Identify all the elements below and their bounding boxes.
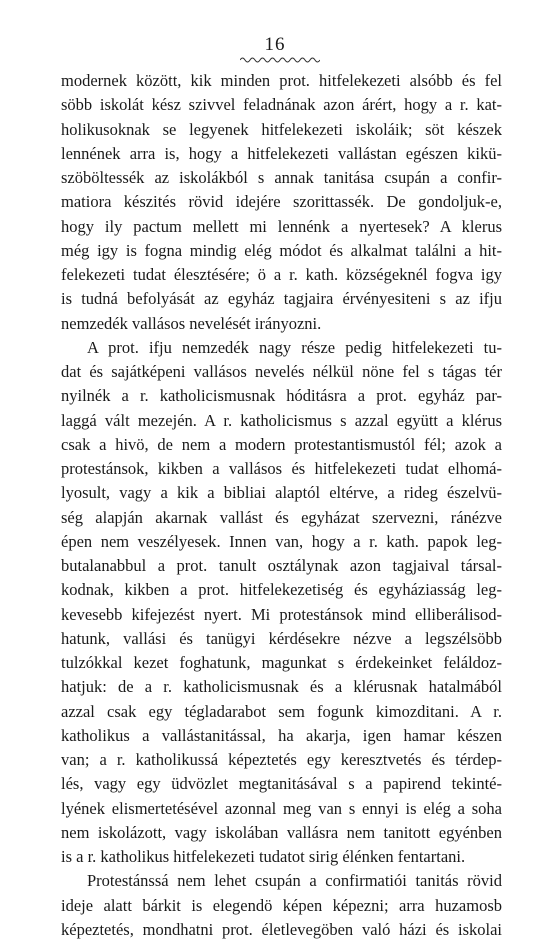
text-line: matiora készités rövid idejére szorittassék. De gondoljuk-e,	[61, 192, 502, 212]
text-line: nem iskolázott, vagy iskolában vallásra nem tanitott egyénben	[61, 822, 502, 842]
text-line: hogy ily pactum mellett mi lennénk a nyertesek? A klerus	[61, 216, 502, 236]
text-line: butalanabbul a prot. tanult osztálynak azon tagjaival társal-	[61, 556, 502, 575]
body-text	[61, 69, 502, 942]
text-line: lyosult, vagy a kik a bibliai alaptól eltérve, a rideg észelvü-	[61, 483, 502, 503]
text-line: tulzókkal kezet foghatunk, magunkat s érdekeinket feláldoz-	[61, 653, 502, 672]
text-line: lennének arra is, hogy a hitfelekezeti vallástan egészen kikü-	[61, 143, 502, 163]
text-line: kodnak, kikben a prot. hitfelekezetiség és egyháziasság leg-	[61, 580, 502, 600]
text-line: szöböltessék az iskolákból s annak tanitása csupán a confir-	[61, 168, 502, 187]
text-line: még igy is fogna mindig elég módot és alkalmat találni a hit-	[61, 240, 502, 260]
text-line: protestánsok, kikben a vallásos és hitfelekezeti tudat elhomá-	[61, 459, 502, 478]
text-line: hatjuk: de a r. katholicismusnak és a klérusnak hatalmából	[61, 677, 502, 697]
text-line: is a r. katholikus hitfelekezeti tudatot sirig élénken fentartani.	[61, 847, 466, 866]
text-line: hatunk, vallási és tanügyi kérdésekre nézve a legszélsöbb	[61, 628, 502, 648]
text-line: van; a r. katholikussá képeztetés egy keresztvetés és térdep-	[61, 750, 502, 769]
wavy-ornament	[240, 56, 320, 64]
text-line: épen nem veszélyesek. Innen van, hogy a r. kath. papok leg-	[61, 531, 502, 551]
page-number: 16	[264, 34, 286, 55]
text-line: lyének elismertetésével azonnal meg van s ennyi is elég a soha	[61, 798, 502, 818]
text-line: csak a hivö, de nem a modern protestantismustól fél; azok a	[61, 434, 502, 454]
text-line: azzal csak egy tégladarabot sem fogunk kimozditani. A r.	[61, 701, 502, 721]
text-line: nemzedék vallásos nevelését irányozni.	[61, 313, 322, 333]
text-line: holikusoknak se legyenek hitfelekezeti iskoláik; söt készek	[61, 119, 502, 139]
text-line: ség alapján akarnak vallást és egyházat szervezni, ránézve	[61, 507, 502, 527]
text-line: kevesebb kifejezést nyert. Mi protestánsok mind elliberálisod-	[61, 604, 502, 624]
text-line: nyilnék a r. katholicismusnak hóditásra a prot. egyház par-	[61, 386, 502, 406]
text-line: A prot. ifju nemzedék nagy része pedig hitfelekezeti tu-	[87, 337, 502, 357]
text-line: söbb iskolát kész szivvel feladnának azon árért, hogy a r. kat-	[61, 95, 502, 115]
text-line: is tudná befolyását az egyház tagjaira érvényesiteni s az ifju	[61, 289, 502, 309]
text-line: ideje alatt bárkit is elegendö képen képezni; arra huzamosb	[61, 895, 502, 915]
text-line: dat és sajátképeni vallásos nevelés nélkül nöne fel s tágas tér	[61, 362, 502, 381]
text-line: lés, vagy egy üdvözlet megtanitásával s a papirend tekinté-	[61, 774, 502, 794]
text-line: laggá vált mezején. A r. katholicismus s azzal együtt a klérus	[61, 410, 502, 430]
text-line: felekezeti tudat élesztésére; ö a r. kath. községeknél fogva igy	[61, 265, 502, 284]
text-line: Protestánssá nem lehet csupán a confirmatiói tanitás rövid	[87, 871, 502, 891]
text-line: képeztetés, mondhatni prot. életlevegöben való házi és iskolai	[61, 919, 502, 939]
text-line: modernek között, kik minden prot. hitfelekezeti alsóbb és fel	[61, 71, 502, 90]
text-line: katholikus a vallástanitással, ha akarja, igen hamar készen	[61, 725, 502, 745]
